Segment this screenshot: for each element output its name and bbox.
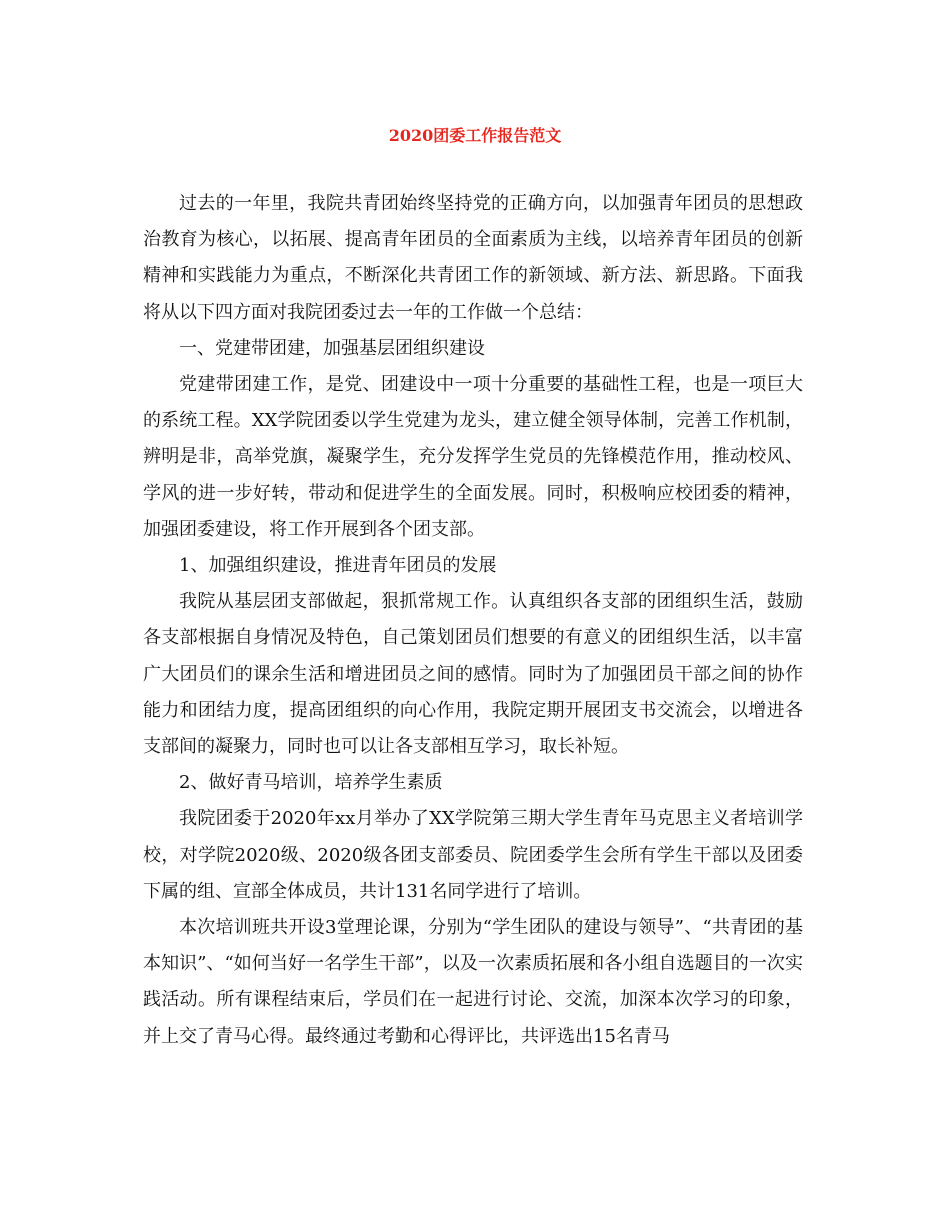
paragraph-intro: 过去的一年里，我院共青团始终坚持党的正确方向，以加强青年团员的思想政治教育为核心，以拓展、提高青年团员的全面素质为主线，以培养青年团员的创新精神和实践能力为重点，不断深化共青团工作的新领域、新方法、新思路。下面我将从以下四方面对我院团委过去一年的工作做一个总结： (143, 193, 803, 323)
subsection-heading-1: 1、加强组织建设，推进青年团员的发展 (179, 555, 497, 577)
paragraph-organization: 我院从基层团支部做起，狠抓常规工作。认真组织各支部的团组织生活，鼓励各支部根据自身情况及特色，自己策划团员们想要的有意义的团组织生活，以丰富广大团员们的课余生活和增进团员之间的感情。同时为了加强团员干部之间的协作能力和团结力度，提高团组织的向心作用，我院定期开展团支书交流会，以增进各支部间的凝聚力，同时也可以让各支部相互学习，取长补短。 (143, 591, 803, 758)
paragraph-party-building: 党建带团建工作，是党、团建设中一项十分重要的基础性工程，也是一项巨大的系统工程。XX学院团委以学生党建为龙头，建立健全领导体制，完善工作机制，辨明是非，高举党旗，凝聚学生，充分发挥学生党员的先锋模范作用，推动校风、学风的进一步好转，带动和促进学生的全面发展。同时，积极响应校团委的精神，加强团委建设，将工作开展到各个团支部。 (143, 374, 803, 540)
paragraph-training: 我院团委于2020年xx月举办了XX学院第三期大学生青年马克思主义者培训学校，对学院2020级、2020级各团支部委员、院团委学生会所有学生干部以及团委下属的组、宣部全体成员，共计131名同学进行了培训。 (143, 808, 803, 902)
document-body (143, 186, 803, 1055)
section-heading-1: 一、党建带团建，加强基层团组织建设 (179, 337, 485, 359)
document-title: 2020团委工作报告范文 (388, 126, 562, 145)
subsection-heading-2: 2、做好青马培训，培养学生素质 (179, 772, 443, 794)
paragraph-courses: 本次培训班共开设3堂理论课，分别为“学生团队的建设与领导”、“共青团的基本知识”、“如何当好一名学生干部”，以及一次素质拓展和各小组自选题目的一次实践活动。所有课程结束后，学员们在一起进行讨论、交流，加深本次学习的印象，并上交了青马心得。最终通过考勤和心得评比，共评选出15名青马 (143, 917, 803, 1047)
